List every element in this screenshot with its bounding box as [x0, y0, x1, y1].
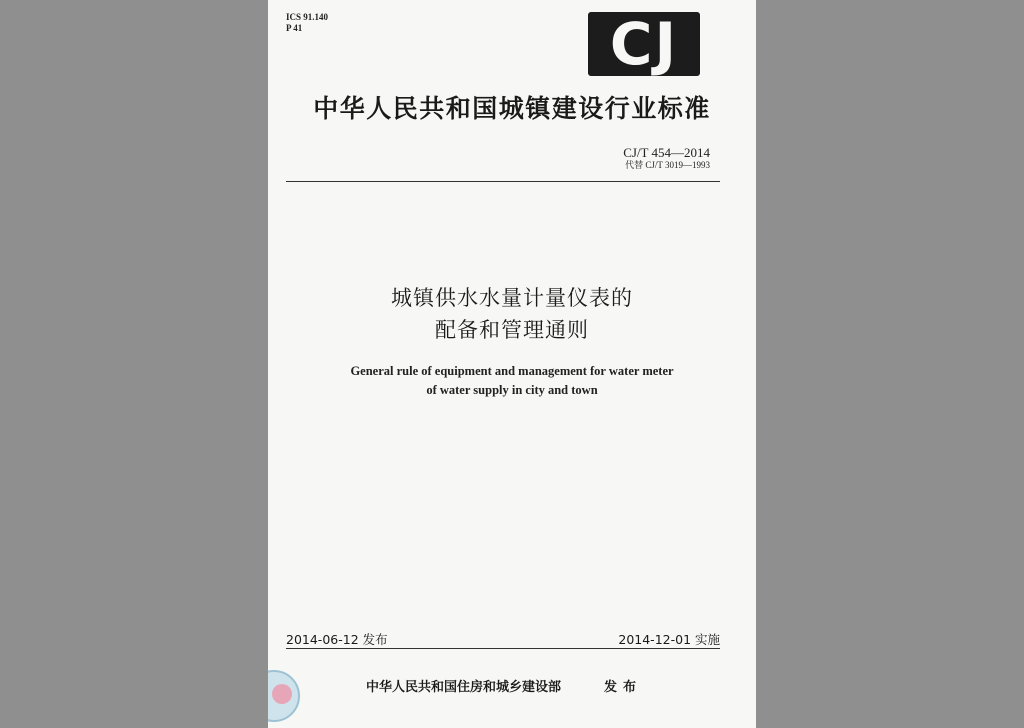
chinese-title	[268, 282, 756, 346]
english-title	[268, 362, 756, 400]
chinese-title-line-2: 配备和管理通则	[435, 318, 589, 342]
seal-center-mark	[272, 684, 292, 704]
implementation-date: 2014-12-01 实施	[618, 632, 720, 647]
chinese-title-line-1: 城镇供水水量计量仪表的	[391, 286, 633, 310]
english-title-line-1: General rule of equipment and management for water meter	[350, 364, 674, 378]
english-title-line-2: of water supply in city and town	[426, 383, 598, 397]
publisher: 中华人民共和国住房和城乡建设部	[366, 680, 562, 695]
standard-number: CJ/T 454—2014	[623, 145, 710, 160]
classification-block	[286, 12, 328, 34]
replaces-standard: 代替 CJ/T 3019—1993	[625, 160, 710, 170]
header-divider	[286, 181, 720, 182]
category-code: P 41	[286, 23, 303, 33]
document-page	[268, 0, 756, 728]
standard-code-block	[623, 145, 710, 171]
standard-type-title: 中华人民共和国城镇建设行业标准	[313, 94, 711, 123]
footer-divider	[286, 648, 720, 649]
ics-code: ICS 91.140	[286, 12, 329, 22]
issue-label: 发布	[604, 680, 643, 695]
release-date: 2014-06-12 发布	[286, 632, 388, 647]
seal-stamp-icon	[268, 670, 300, 722]
cj-logo: CJ	[588, 12, 700, 76]
